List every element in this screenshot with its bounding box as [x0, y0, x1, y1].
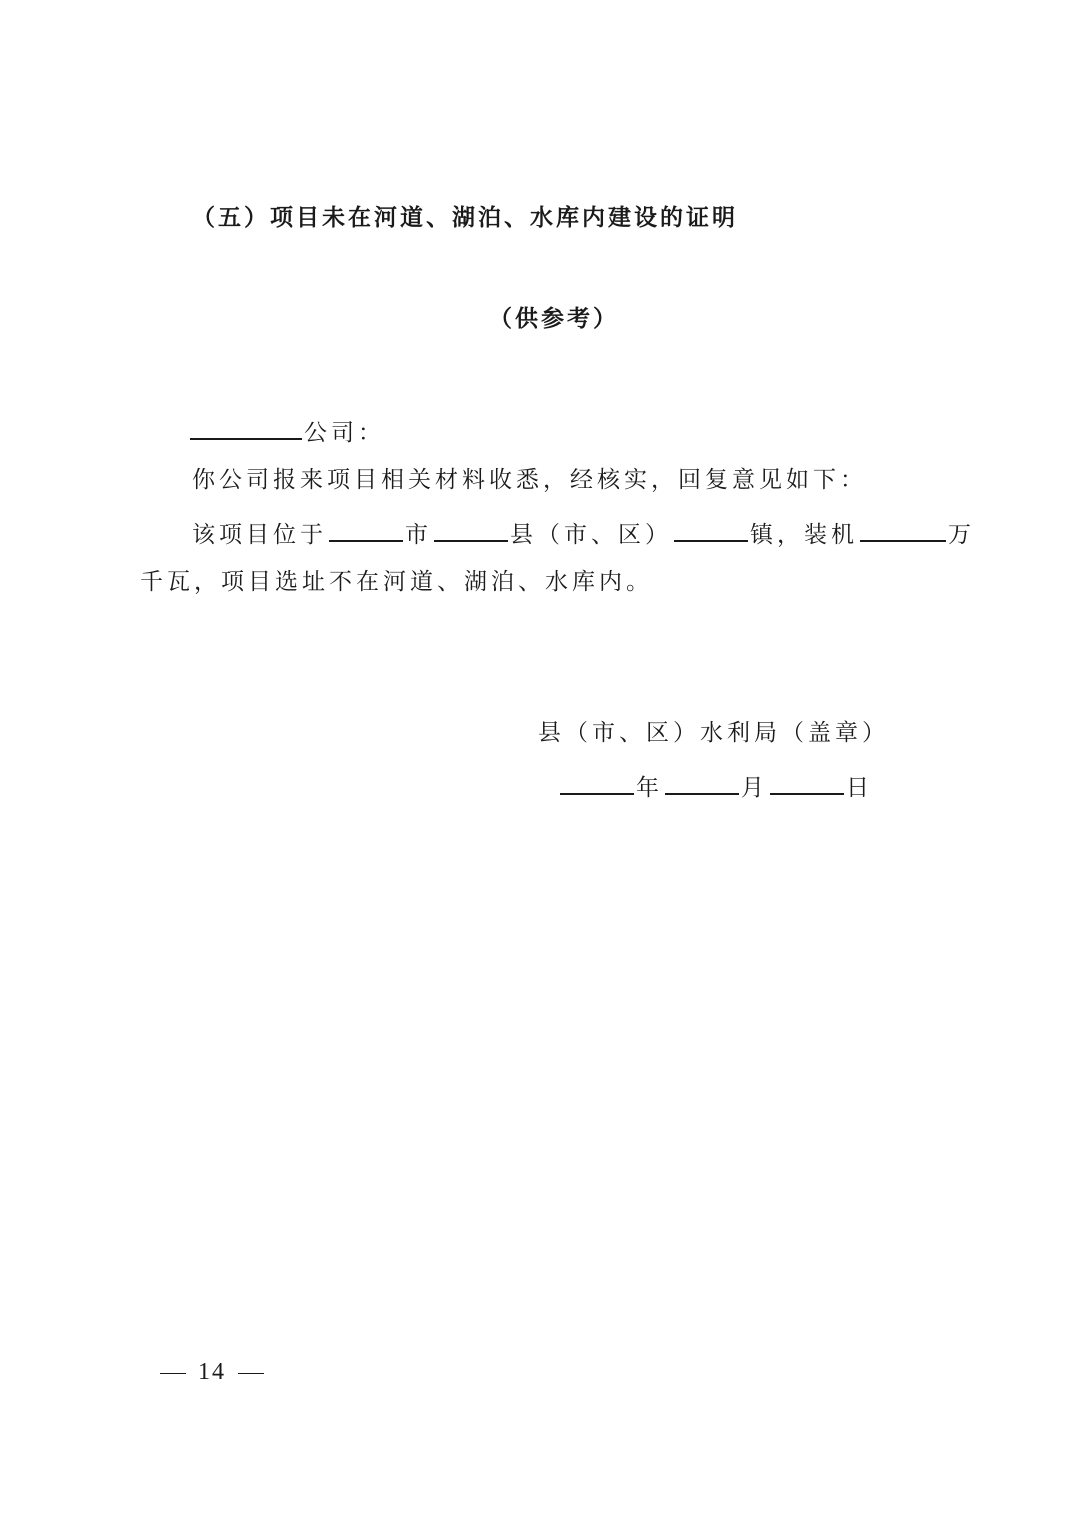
- year-label: 年: [636, 775, 663, 801]
- document-subheading: （供参考）: [489, 305, 619, 332]
- day-label: 日: [846, 775, 873, 801]
- addressee-line: [190, 414, 385, 448]
- city-blank[interactable]: [329, 516, 403, 542]
- paragraph-received: 你公司报来项目相关材料收悉，经核实，回复意见如下：: [192, 467, 867, 493]
- town-label: 镇，装机: [750, 522, 858, 548]
- footer-dash-left: [160, 1373, 186, 1374]
- day-blank[interactable]: [770, 769, 844, 795]
- town-blank[interactable]: [674, 516, 748, 542]
- month-blank[interactable]: [665, 769, 739, 795]
- capacity-blank[interactable]: [860, 516, 946, 542]
- signature-line: 县（市、区）水利局（盖章）: [538, 720, 889, 746]
- location-prefix: 该项目位于: [192, 522, 327, 548]
- page-footer: [160, 1357, 276, 1387]
- paragraph-conclusion: 千瓦，项目选址不在河道、湖泊、水库内。: [140, 569, 653, 595]
- paragraph-location: [192, 516, 975, 550]
- date-line: [560, 769, 873, 803]
- document-heading: （五）项目未在河道、湖泊、水库内建设的证明: [192, 204, 738, 231]
- county-label: 县（市、区）: [510, 522, 672, 548]
- footer-dash-right: [238, 1373, 264, 1374]
- addressee-suffix: 公司：: [304, 420, 385, 446]
- county-blank[interactable]: [434, 516, 508, 542]
- city-label: 市: [405, 522, 432, 548]
- company-name-blank[interactable]: [190, 414, 302, 440]
- page-number: 14: [198, 1359, 226, 1385]
- year-blank[interactable]: [560, 769, 634, 795]
- month-label: 月: [741, 775, 768, 801]
- capacity-unit-start: 万: [948, 522, 975, 548]
